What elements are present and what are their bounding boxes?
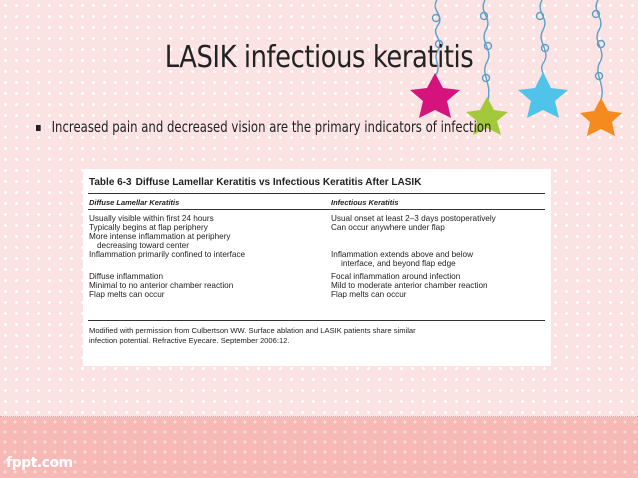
footnote-line: Modified with permission from Culbertson WW. Surface ablation and LASIK patients share similar	[89, 326, 416, 335]
table-cell: Minimal to no anterior chamber reaction	[89, 281, 234, 290]
table-header-rule	[88, 209, 545, 210]
footnote-line: infection potential. Refractive Eyecare. September 2006:12.	[89, 335, 290, 345]
bullet-icon	[36, 125, 41, 131]
table-bottom-rule	[88, 320, 545, 321]
table-cell: Inflammation extends above and below	[331, 250, 474, 259]
bullet-text: Increased pain and decreased vision are the primary indicators of infection	[51, 118, 492, 136]
brand-watermark: fppt.com	[6, 455, 73, 471]
hanging-stars-icon	[400, 0, 638, 160]
table-cell: Typically begins at flap periphery	[89, 223, 208, 232]
table-cell: Flap melts can occur	[89, 290, 165, 299]
table-cell: Diffuse inflammation	[89, 272, 164, 281]
table-footnote	[89, 326, 416, 345]
column-header-dlk: Diffuse Lamellar Keratitis	[89, 198, 180, 207]
bullet-item	[36, 118, 504, 136]
slide-title: LASIK infectious keratitis	[164, 40, 474, 75]
table-title	[89, 177, 421, 188]
star-orange-icon	[580, 98, 622, 136]
table-top-rule	[88, 193, 545, 194]
table-cell: interface, and beyond flap edge	[341, 259, 456, 268]
table-cell: Mild to moderate anterior chamber reaction	[331, 281, 488, 290]
table-cell: Usually visible within first 24 hours	[89, 214, 214, 223]
table-caption: Diffuse Lamellar Keratitis vs Infectious Keratitis After LASIK	[135, 177, 422, 188]
table-cell: Focal inflammation around infection	[331, 272, 461, 281]
table-cell: Flap melts can occur	[331, 290, 407, 299]
table-cell: Usual onset at least 2–3 days postoperatively	[331, 214, 496, 223]
footer-band	[0, 417, 638, 478]
table-cell: Can occur anywhere under flap	[331, 223, 445, 232]
star-magenta-icon	[410, 73, 460, 118]
comparison-table	[83, 169, 551, 366]
table-label: Table 6-3	[89, 177, 132, 188]
star-blue-icon	[518, 72, 568, 118]
table-cell: Inflammation primarily confined to interface	[89, 250, 246, 259]
table-cell: More intense inflammation at periphery	[89, 232, 231, 241]
column-header-ik: Infectious Keratitis	[331, 198, 399, 207]
table-cell: decreasing toward center	[97, 241, 189, 250]
